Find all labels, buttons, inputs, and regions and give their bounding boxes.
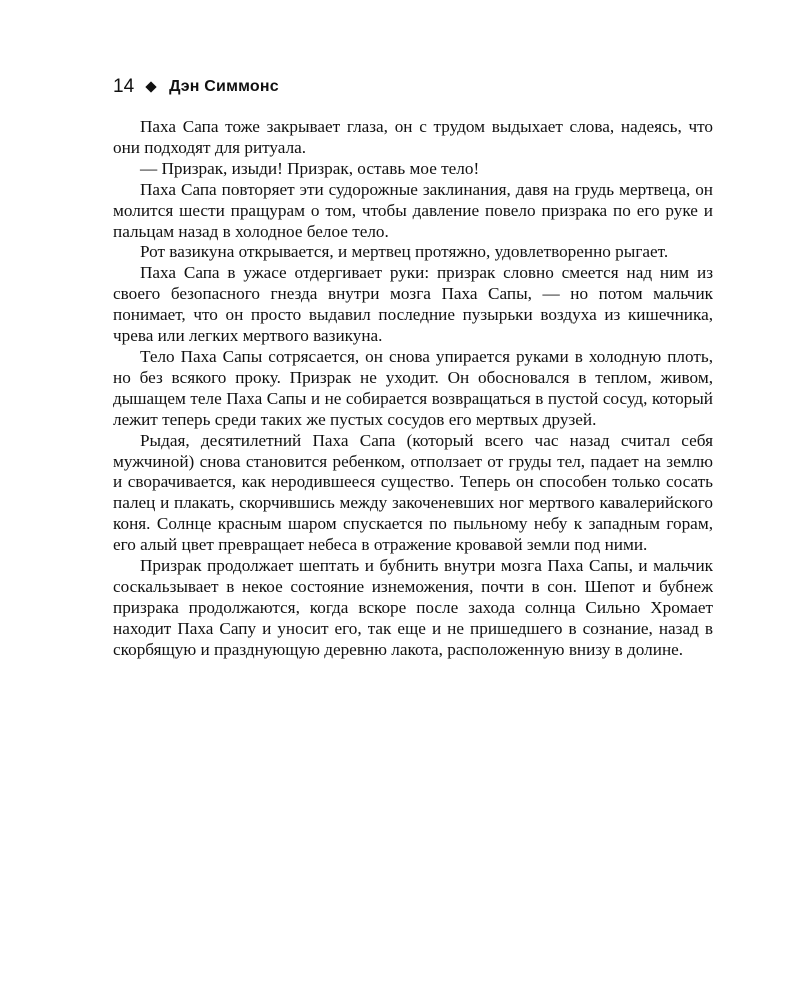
paragraph: Паха Сапа повторяет эти судорожные заклинания, давя на грудь мертвеца, он молится шести пращурам о том, чтобы давление повело призрака по его руке и пальцам назад в холодное белое тело. [113, 179, 713, 241]
paragraph: Рот вазикуна открывается, и мертвец протяжно, удовлетворенно рыгает. [140, 242, 669, 262]
running-head-author: Дэн Симмонс [169, 78, 279, 95]
body-text [113, 117, 713, 661]
running-head [113, 74, 279, 100]
paragraph: Тело Паха Сапы сотрясается, он снова упирается руками в холодную плоть, но без всякого проку. Призрак не уходит. Он обосновался в теплом, живом, дышащем теле Паха Сапы и не собирается возвращаться в пустой сосуд, который лежит теперь среди таких же пустых сосудов его мертвых друзей. [113, 346, 713, 429]
paragraph: Паха Сапа тоже закрывает глаза, он с трудом выдыхает слова, надеясь, что они подходят для ритуала. [113, 117, 713, 157]
page-number: 14 [113, 76, 135, 97]
paragraph: Призрак продолжает шептать и бубнить внутри мозга Паха Сапы, и мальчик соскальзывает в некое состояние изнеможения, почти в сон. Шепот и бубнеж призрака продолжаются, когда вскоре после захода солнца Сильно Хромает находит Паха Сапу и уносит его, так еще и не пришедшего в сознание, назад в скорбящую и празднующую деревню лакота, расположенную внизу в долине. [113, 556, 713, 659]
paragraph: — Призрак, изыди! Призрак, оставь мое тело! [140, 158, 480, 178]
paragraph: Рыдая, десятилетний Паха Сапа (который всего час назад считал себя мужчиной) снова становится ребенком, отползает от груды тел, падает на землю и сворачивается, как неродившееся существо. Теперь он способен только сосать палец и плакать, скорчившись между закоченевших ног мертвого кавалерийского коня. Солнце красным шаром спускается по пыльному небу к западным горам, его алый цвет превращает небеса в отражение кровавой земли под ними. [113, 430, 713, 555]
paragraph: Паха Сапа в ужасе отдергивает руки: призрак словно смеется над ним из своего безопасного гнезда внутри мозга Паха Сапы, — но потом мальчик понимает, что он просто выдавил последние пузырьки воздуха из кишечника, чрева или легких мертвого вазикуна. [113, 263, 713, 346]
diamond-icon [145, 81, 156, 92]
